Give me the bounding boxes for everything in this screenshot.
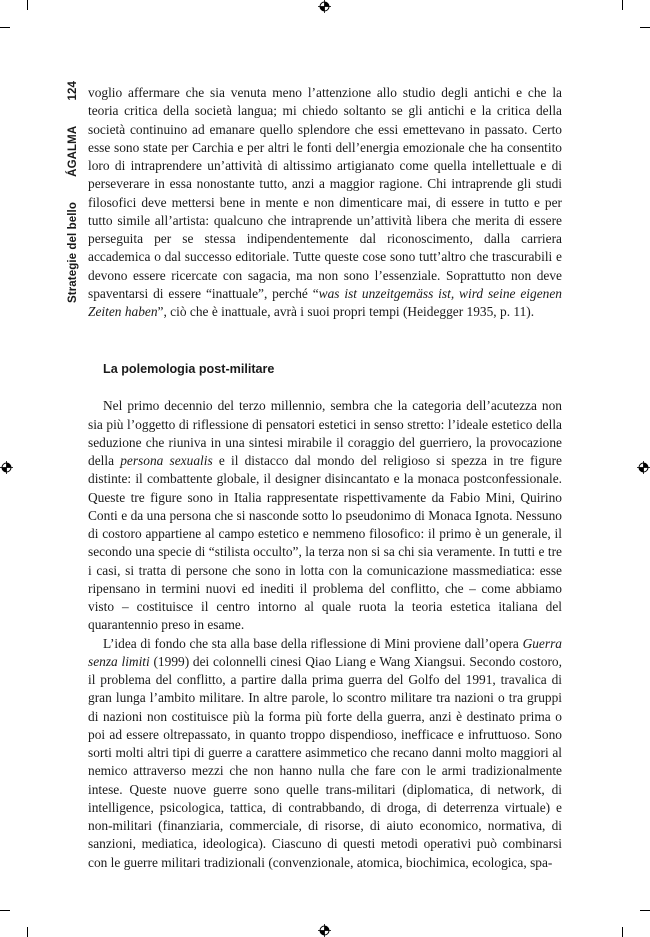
running-head	[67, 81, 79, 303]
crop-mark	[622, 927, 623, 937]
registration-mark-icon	[637, 461, 650, 474]
running-head-journal: ÁGALMA	[67, 125, 79, 177]
registration-mark-icon	[0, 461, 13, 474]
crop-mark	[0, 27, 10, 28]
crop-mark	[27, 0, 28, 10]
registration-mark-icon	[318, 924, 331, 937]
text-run: voglio affermare che sia venuta meno l’attenzione allo studio degli antichi e che la teoria critica della società langua; mi chiedo soltanto se gli antichi e la critica della società continuino ad emanare quello splendore che essi emettevano in passato. Certo esse sono state per Carchia e per altri le fonti dell’energia emozionale che ha consentito loro di intraprendere un’attività di altissimo artigianato come quella intellettuale e di perseverare in essa nonostante tutto, anzi a maggior ragione. Chi intraprende gli studi filosofici deve mettersi bene in mente e non dimenticare mai, di essere in tutto e per tutto simile all’artista: qualcuno che intraprende un’attività libera che merita di essere perseguita per se stessa indipendentemente dal riconoscimento, dalla carriera accademica o dal successo editoriale. Tutte queste cose sono tutt’altro che trascurabili e devono essere ricercate con sagacia, ma non sono l’essenziale. Soprattutto non deve spaventarsi di essere “inattuale”, perché “	[88, 85, 562, 301]
text-run: (1999) dei colonnelli cinesi Qiao Liang e Wang Xiangsui. Secondo costoro, il problema del conflitto, a partire dalla prima guerra del Golfo del 1991, travalica di gran lunga l’ambito militare. In altre parole, lo scontro militare tra nazioni o tra gruppi di nazioni non costituisce più la forma più forte della guerra, anzi è destinato prima o poi ad essere oltrepassato, in quanto troppo dispendioso, inefficace e infruttuoso. Sono sorti molti altri tipi di guerre a carattere asimmetico che recano danni molto maggiori al nemico attraverso mezzi che non hanno nulla che fare con le armi tradizionalmente intese. Queste nuove guerre sono quelle trans-militari (diplomatica, di network, di intelligence, psicologica, tattica, di contrabbando, di droga, di deterrenza virtuale) e non-militari (finanziaria, commerciale, di risorse, di aiuto economico, normativa, di sanzioni, mediatica, ideologica). Ciascuno di questi metodi operativi può combinarsi con le guerre militari tradizionali (convenzionale, atomica, biochimica, ecologica, spa-	[88, 653, 562, 870]
registration-mark-icon	[318, 0, 331, 13]
running-head-section: Strategie del bello	[67, 202, 79, 303]
body-text	[88, 84, 562, 872]
text-run: Nel primo decennio del terzo millennio, sembra che la categoria dell’acutezza non sia più l’oggetto di riflessione di pensatori estetici in senso stretto: l’ideale estetico della seduzione che riuniva in una sintesi mirabile il coraggio del guerriero, la provocazione della	[88, 398, 562, 468]
crop-mark	[640, 27, 650, 28]
paragraph	[88, 84, 562, 321]
paragraph	[88, 397, 562, 634]
text-run: ”, ciò che è inattuale, avrà i suoi propri tempi (Heidegger 1935, p. 11).	[157, 304, 535, 319]
text-run: e il distacco dal mondo del religioso si spezza in tre figure distinte: il combattente globale, il designer disincantato e la monaca postconfessionale. Queste tre figure sono in Italia rappresentate rispettivamente da Fabio Mini, Quirino Conti e da una persona che si nasconde sotto lo pseudonimo di Monaca Ignota. Nessuno di costoro appartiene al campo estetico e nemmeno filosofico: il primo è un generale, il secondo una specie di “stilista occulto”, la terza non si sa chi sia veramente. In tutti e tre i casi, si tratta di persone che sono in lotta con la comunicazione massmediatica: esse ripensano in termini nuovi ed inediti il problema del conflitto, che – come abbiamo visto – costituisce il centro intorno al quale ruota la teoria estetica italiana del quarantennio preso in esame.	[88, 453, 562, 633]
page-number: 124	[67, 81, 79, 101]
italic-text: persona sexualis	[120, 453, 213, 468]
crop-mark	[0, 910, 10, 911]
text-run: L’idea di fondo che sta alla base della riflessione di Mini proviene dall’opera	[103, 635, 523, 651]
crop-mark	[640, 910, 650, 911]
crop-mark	[27, 927, 28, 937]
crop-mark	[622, 0, 623, 10]
paragraph	[88, 635, 562, 872]
section-heading: La polemologia post-militare	[103, 362, 275, 377]
italic-text: Guerra senza limiti	[88, 635, 562, 669]
italic-text: was ist unzeitgemäss ist, wird seine eigenen Zeiten haben	[88, 285, 562, 319]
